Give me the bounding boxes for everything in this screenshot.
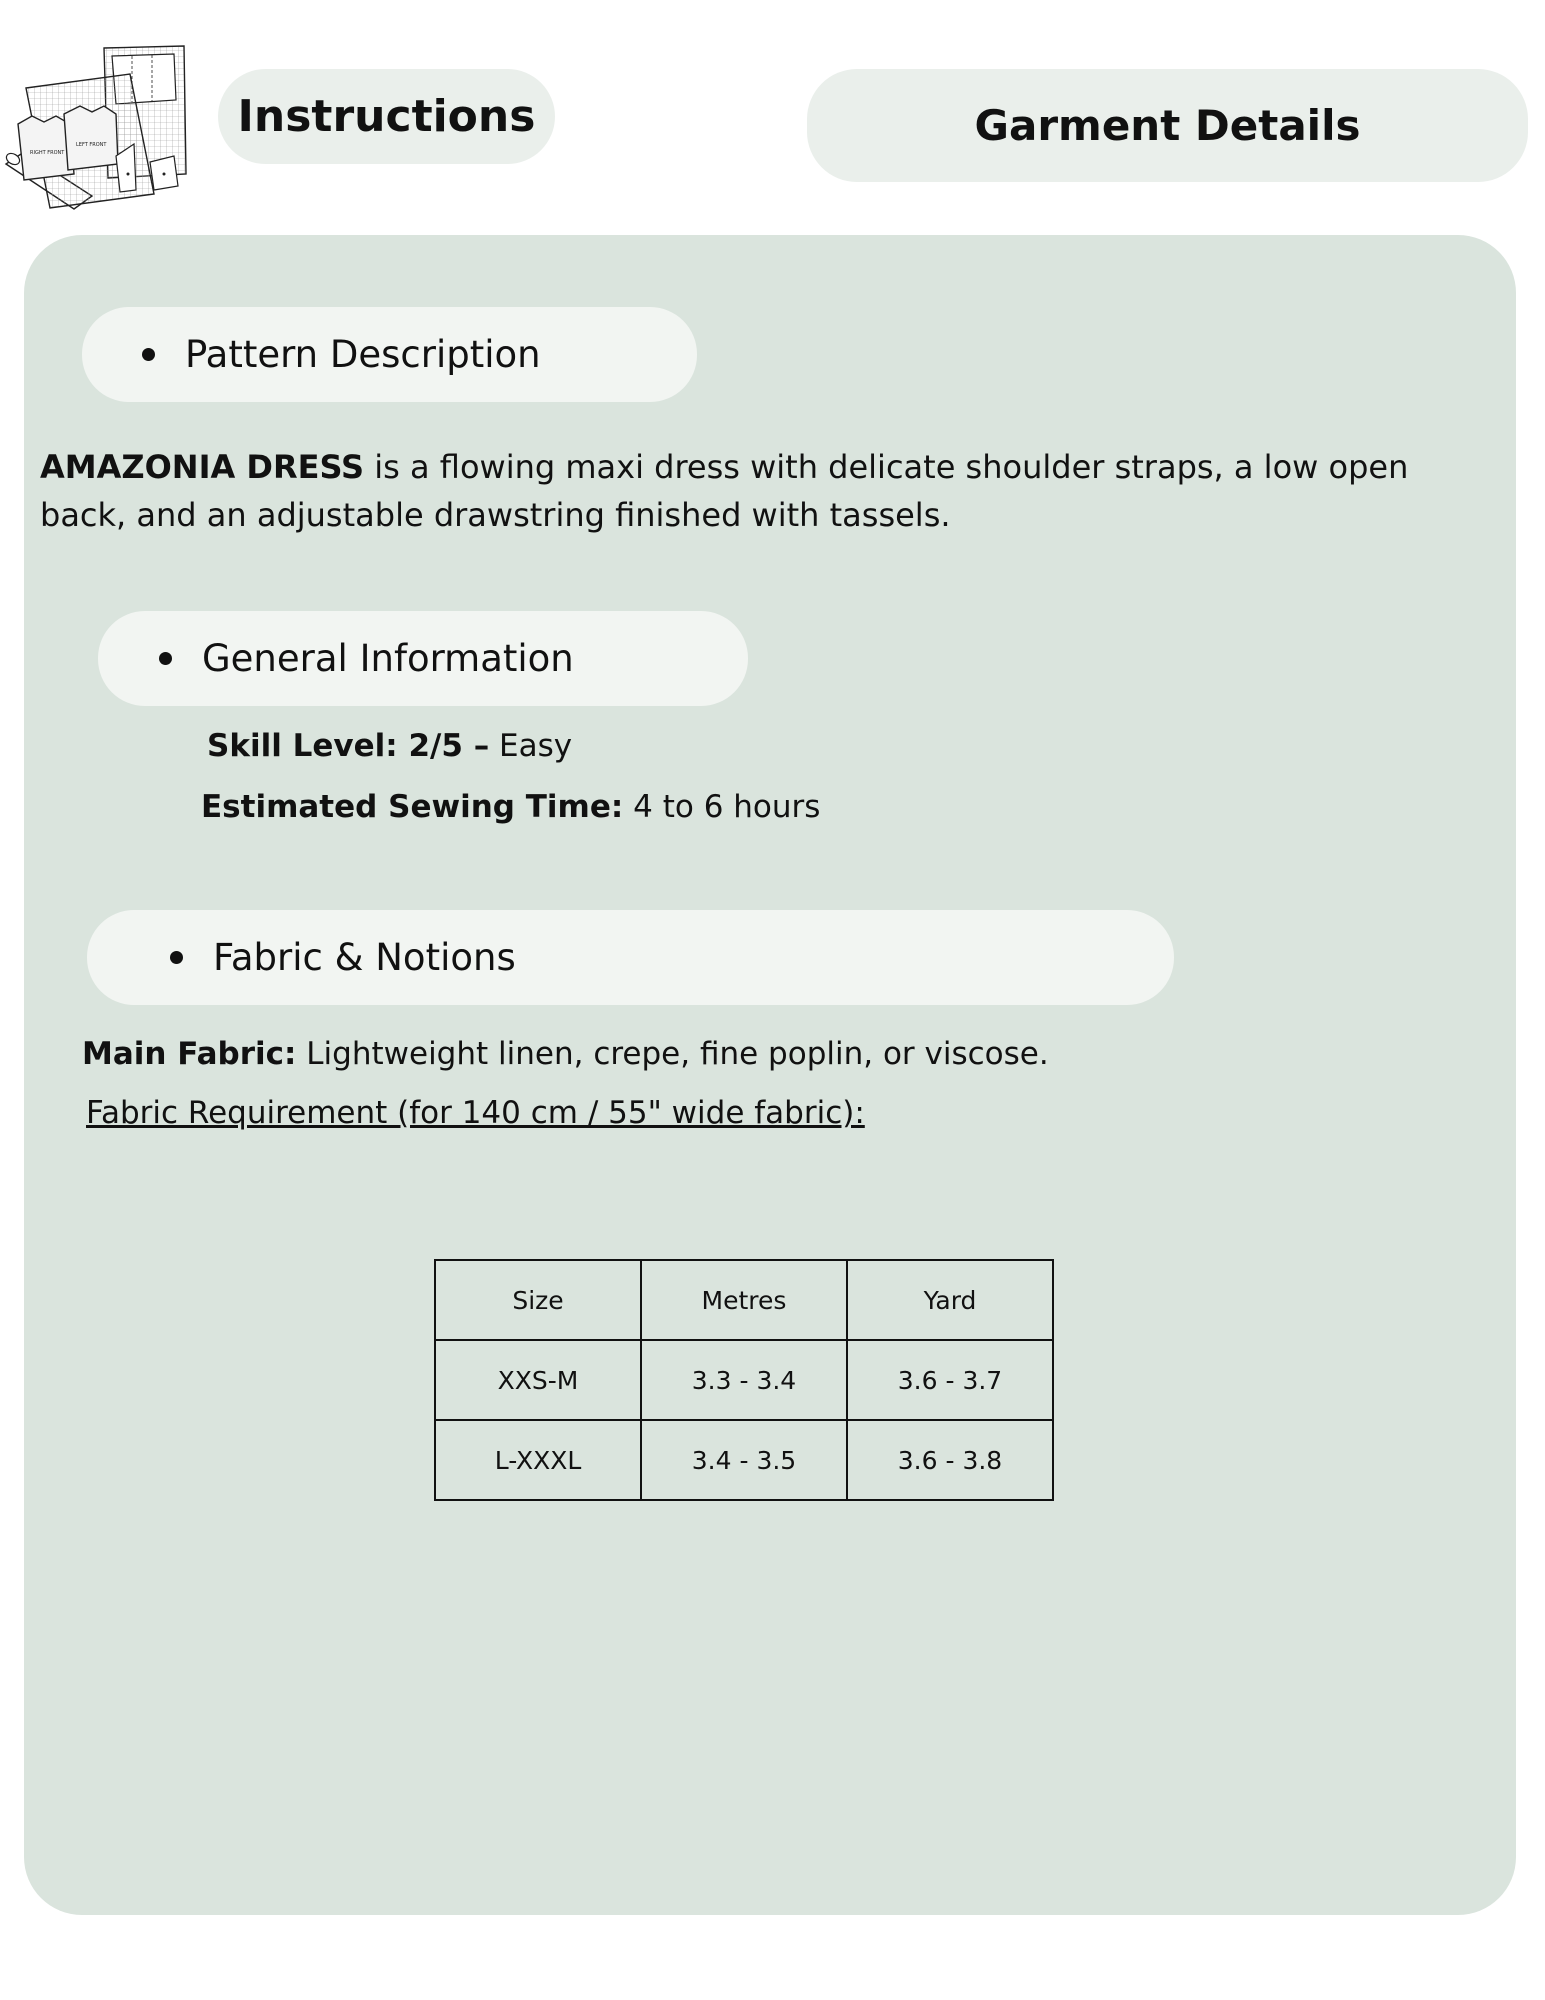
- header-yard: Yard: [847, 1260, 1053, 1340]
- header-size: Size: [435, 1260, 641, 1340]
- garment-details-panel: [24, 235, 1516, 1915]
- cell-size: XXS-M: [435, 1340, 641, 1420]
- table-header-row: [435, 1260, 1053, 1340]
- dress-name: AMAZONIA DRESS: [40, 448, 365, 486]
- pattern-description-text: [40, 443, 1480, 539]
- table-row: [435, 1420, 1053, 1500]
- bullet-icon: [170, 951, 183, 964]
- tab-instructions[interactable]: [218, 69, 555, 164]
- skill-level-label: Skill Level: 2/5 –: [207, 728, 490, 764]
- section-pattern-description: [82, 307, 697, 402]
- section-title: General Information: [202, 637, 574, 680]
- header-metres: Metres: [641, 1260, 847, 1340]
- cell-size: L-XXXL: [435, 1420, 641, 1500]
- section-fabric-notions: [87, 910, 1174, 1005]
- sewing-time-value: 4 to 6 hours: [623, 789, 821, 825]
- cell-yard: 3.6 - 3.7: [847, 1340, 1053, 1420]
- pattern-logo-icon: [4, 44, 194, 214]
- skill-level: [207, 728, 572, 764]
- main-fabric-label: Main Fabric:: [82, 1036, 297, 1072]
- bullet-icon: [159, 652, 172, 665]
- cell-metres: 3.4 - 3.5: [641, 1420, 847, 1500]
- sewing-time: [201, 789, 820, 825]
- table-row: [435, 1340, 1053, 1420]
- tab-garment-details-label: Garment Details: [974, 101, 1361, 150]
- cell-yard: 3.6 - 3.8: [847, 1420, 1053, 1500]
- tab-garment-details[interactable]: [807, 69, 1528, 182]
- section-title: Pattern Description: [185, 333, 541, 376]
- fabric-requirement-heading: Fabric Requirement (for 140 cm / 55" wide fabric):: [86, 1095, 865, 1131]
- fabric-requirement-table: [434, 1259, 1054, 1501]
- main-fabric-value: Lightweight linen, crepe, fine poplin, or viscose.: [296, 1036, 1049, 1072]
- skill-level-value: Easy: [489, 728, 573, 764]
- tab-instructions-label: Instructions: [237, 91, 536, 142]
- dress-description: is a flowing maxi dress with delicate shoulder straps, a low open back, and an adjustable drawstring finished with tassels.: [40, 448, 1409, 534]
- bullet-icon: [142, 348, 155, 361]
- section-title: Fabric & Notions: [213, 936, 516, 979]
- section-general-information: [98, 611, 748, 706]
- main-fabric: [82, 1036, 1049, 1072]
- cell-metres: 3.3 - 3.4: [641, 1340, 847, 1420]
- sewing-time-label: Estimated Sewing Time:: [201, 789, 624, 825]
- logo-label-left-front: LEFT FRONT: [76, 142, 107, 148]
- logo-label-right-front: RIGHT FRONT: [30, 150, 65, 156]
